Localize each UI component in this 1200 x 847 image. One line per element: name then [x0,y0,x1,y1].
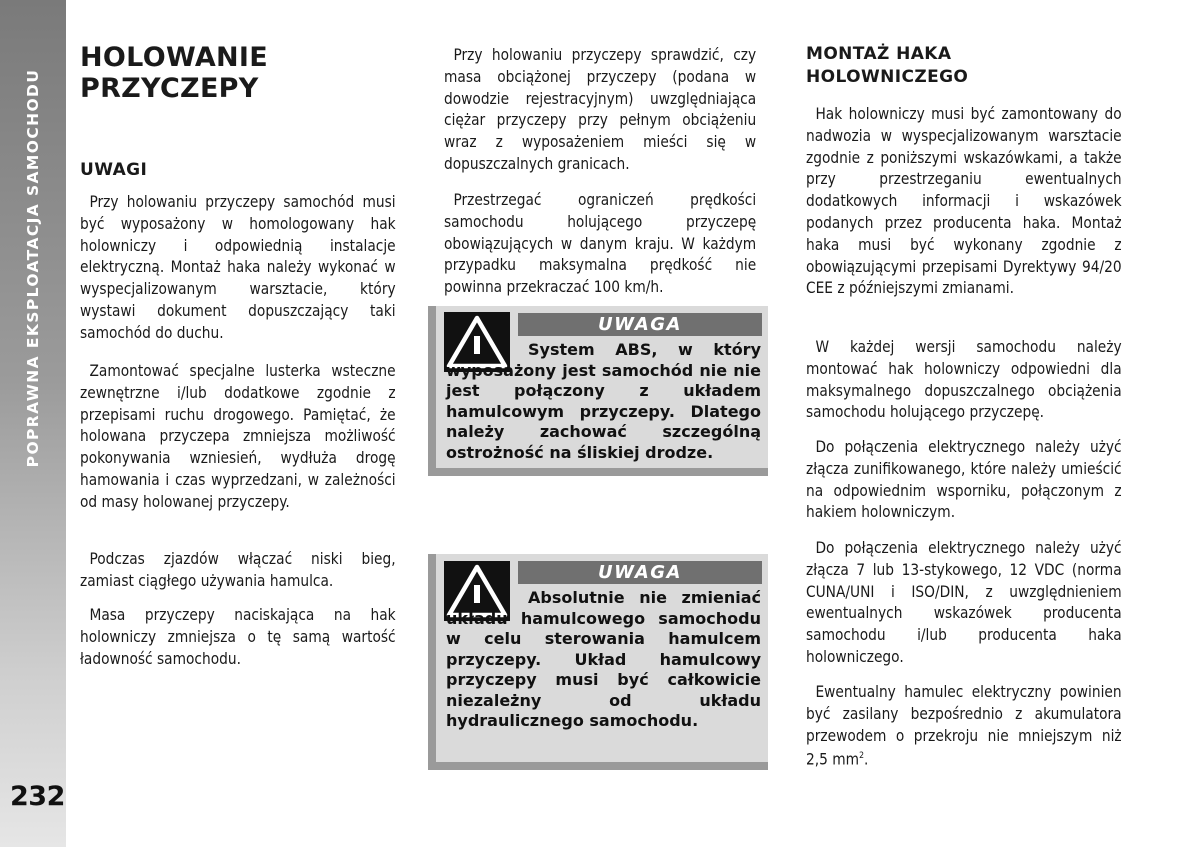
paragraph: Do połączenia elektrycznego należy użyć złącza zunifikowanego, które należy umieścić na odpowiednim wsporniku, połączonym z hakiem holowniczym. [806,437,1122,522]
warning-text: System ABS, w który wyposażony jest samochód nie nie jest połączony z układem hamulcowym przyczepy. Dlatego należy zachować szczególną ostrożność na śliskiej drodze. [446,340,761,462]
paragraph: Przy holowaniu przyczepy samochód musi być wyposażony w homologowany hak holowniczy i odpowiednią instalacje elektryczną. Montaż haka należy wykonać w wyspecjalizowanym warsztacie, który wystawi dokument dopuszczający taki samochód do duchu. [80,192,396,342]
paragraph-text: Ewentualny hamulec elektryczny powinien być zasilany bezpośrednio z akumulatora przewodem o przekroju nie mniejszym niż 2,5 mm [806,682,1122,769]
paragraph: Przy holowaniu przyczepy sprawdzić, czy masa obciążonej przyczepy (podana w dowodzie rejestracyjnym) uwzględniająca ciężar przyczepy przy pełnym obciążeniu wraz z wyposażeniem mieści się w dopuszczalnych granicach. [444,45,757,173]
section-heading [806,43,968,89]
paragraph-end: . [863,749,869,769]
warning-label: UWAGA [518,561,762,584]
section-title [80,42,268,104]
paragraph: Zamontować specjalne lusterka wsteczne zewnętrzne i/lub dodatkowe zgodnie z przepisami ruchu drogowego. Pamiętać, że holowana przyczepa zmniejsza możliwość pokonywania wzniesień, wydłuża drogę hamowania i czas wyprzedzani, w zależności od masy holowanej przyczepy. [80,361,396,511]
paragraph: Masa przyczepy naciskająca na hak holowniczy zmniejsza o tę samą wartość ładowność samochodu. [80,605,396,668]
warning-label: UWAGA [518,313,762,336]
paragraph: Hak holowniczy musi być zamontowany do nadwozia w wyspecjalizowanym warsztacie zgodnie z poniższymi wskazówkami, a także przy przestrzeganiu ewentualnych dodatkowych informacji i wskazówek podanych przez producenta haka. Montaż haka musi być wykonany zgodnie z obowiązującymi przepisami Dyrektywy 94/20 CEE z późniejszymi zmianami. [806,104,1122,298]
sidebar-band [0,0,66,847]
paragraph: Do połączenia elektrycznego należy użyć złącza 7 lub 13-stykowego, 12 VDC (norma CUNA/UNI i ISO/DIN, z uwzględnieniem ewentualnych wskazówek producenta samochodu i/lub producenta haka holowniczego. [806,538,1122,666]
sidebar-section-title: POPRAWNA EKSPLOATACJA SAMOCHODU [24,68,42,468]
subheading-uwagi: UWAGI [80,160,148,180]
paragraph: Podczas zjazdów włączać niski bieg, zamiast ciągłego używania hamulca. [80,549,396,590]
paragraph [806,681,1122,771]
section-title-line2: PRZYCZEPY [80,73,259,104]
section-heading-line1: MONTAŻ HAKA [806,44,952,64]
paragraph: Przestrzegać ograniczeń prędkości samochodu holującego przyczepę obowiązujących w danym kraju. W każdym przypadku maksymalna prędkość nie powinna przekraczać 100 km/h. [444,190,757,297]
warning-text: Absolutnie nie zmieniać układu hamulcowego samochodu w celu sterowania hamulcem przyczepy. Układ hamulcowy przyczepy musi być całkowicie niezależny od układu hydraulicznego samochodu. [446,588,761,730]
section-title-line1: HOLOWANIE [80,42,268,73]
section-heading-line2: HOLOWNICZEGO [806,67,969,87]
superscript: 2 [859,751,864,762]
paragraph: W każdej wersji samochodu należy montować hak holowniczy odpowiedni dla maksymalnego dopuszczalnego obciążenia samochodu holującego przyczepę. [806,337,1122,422]
page-number: 232 [10,781,65,812]
